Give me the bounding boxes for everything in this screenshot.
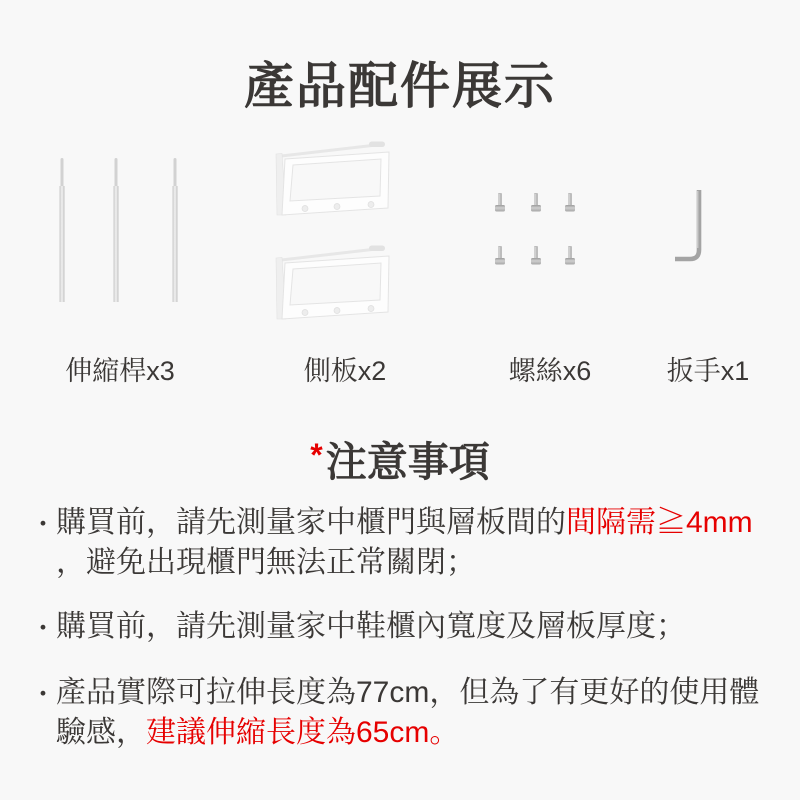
notice-bullet-line	[56, 503, 782, 543]
notice-bullet-line	[56, 673, 782, 713]
label-telescopic-rods: 伸縮桿x3	[65, 356, 175, 386]
label-wrench: 扳手x1	[666, 356, 750, 386]
bullet-dot-icon: ・	[30, 613, 57, 643]
notice-highlight-text: 間隔需≧4mm	[566, 506, 753, 539]
notice-highlight-text: 建議伸縮長度為65cm。	[146, 716, 460, 749]
notice-text: ，避免出現櫃門無法正常關閉；	[56, 546, 476, 579]
red-asterisk-icon: *	[310, 437, 323, 473]
notice-text: 購買前，請先測量家中鞋櫃內寬度及層板厚度；	[56, 610, 686, 643]
notice-text: 購買前，請先測量家中櫃門與層板間的	[56, 506, 566, 539]
bullet-dot-icon: ・	[30, 679, 57, 709]
notice-bullet	[30, 503, 782, 583]
notice-text: 產品實際可拉伸長度為77cm，但為了有更好的使用體	[56, 676, 760, 709]
notice-heading	[0, 429, 800, 488]
label-screws: 螺絲x6	[508, 356, 592, 386]
notice-text: 驗感，	[56, 716, 146, 749]
notice-heading-text: 注意事項	[325, 439, 490, 485]
notice-bullet-line	[56, 543, 782, 583]
side-plates-icon	[268, 138, 393, 330]
label-side-plates: 側板x2	[303, 356, 387, 386]
hex-wrench-icon	[665, 186, 710, 266]
notice-list	[30, 503, 782, 777]
page-title: 產品配件展示	[244, 58, 556, 114]
notice-bullet-text	[56, 503, 782, 583]
notice-bullet-text	[56, 607, 782, 649]
notice-bullet-line	[56, 713, 782, 753]
notice-bullet-line	[56, 607, 782, 647]
notice-bullet	[30, 607, 782, 649]
bullet-dot-icon: ・	[30, 509, 57, 539]
telescopic-rods-icon	[55, 156, 185, 304]
notice-bullet	[30, 673, 782, 753]
notice-bullet-text	[56, 673, 782, 753]
screws-icon	[485, 188, 585, 268]
